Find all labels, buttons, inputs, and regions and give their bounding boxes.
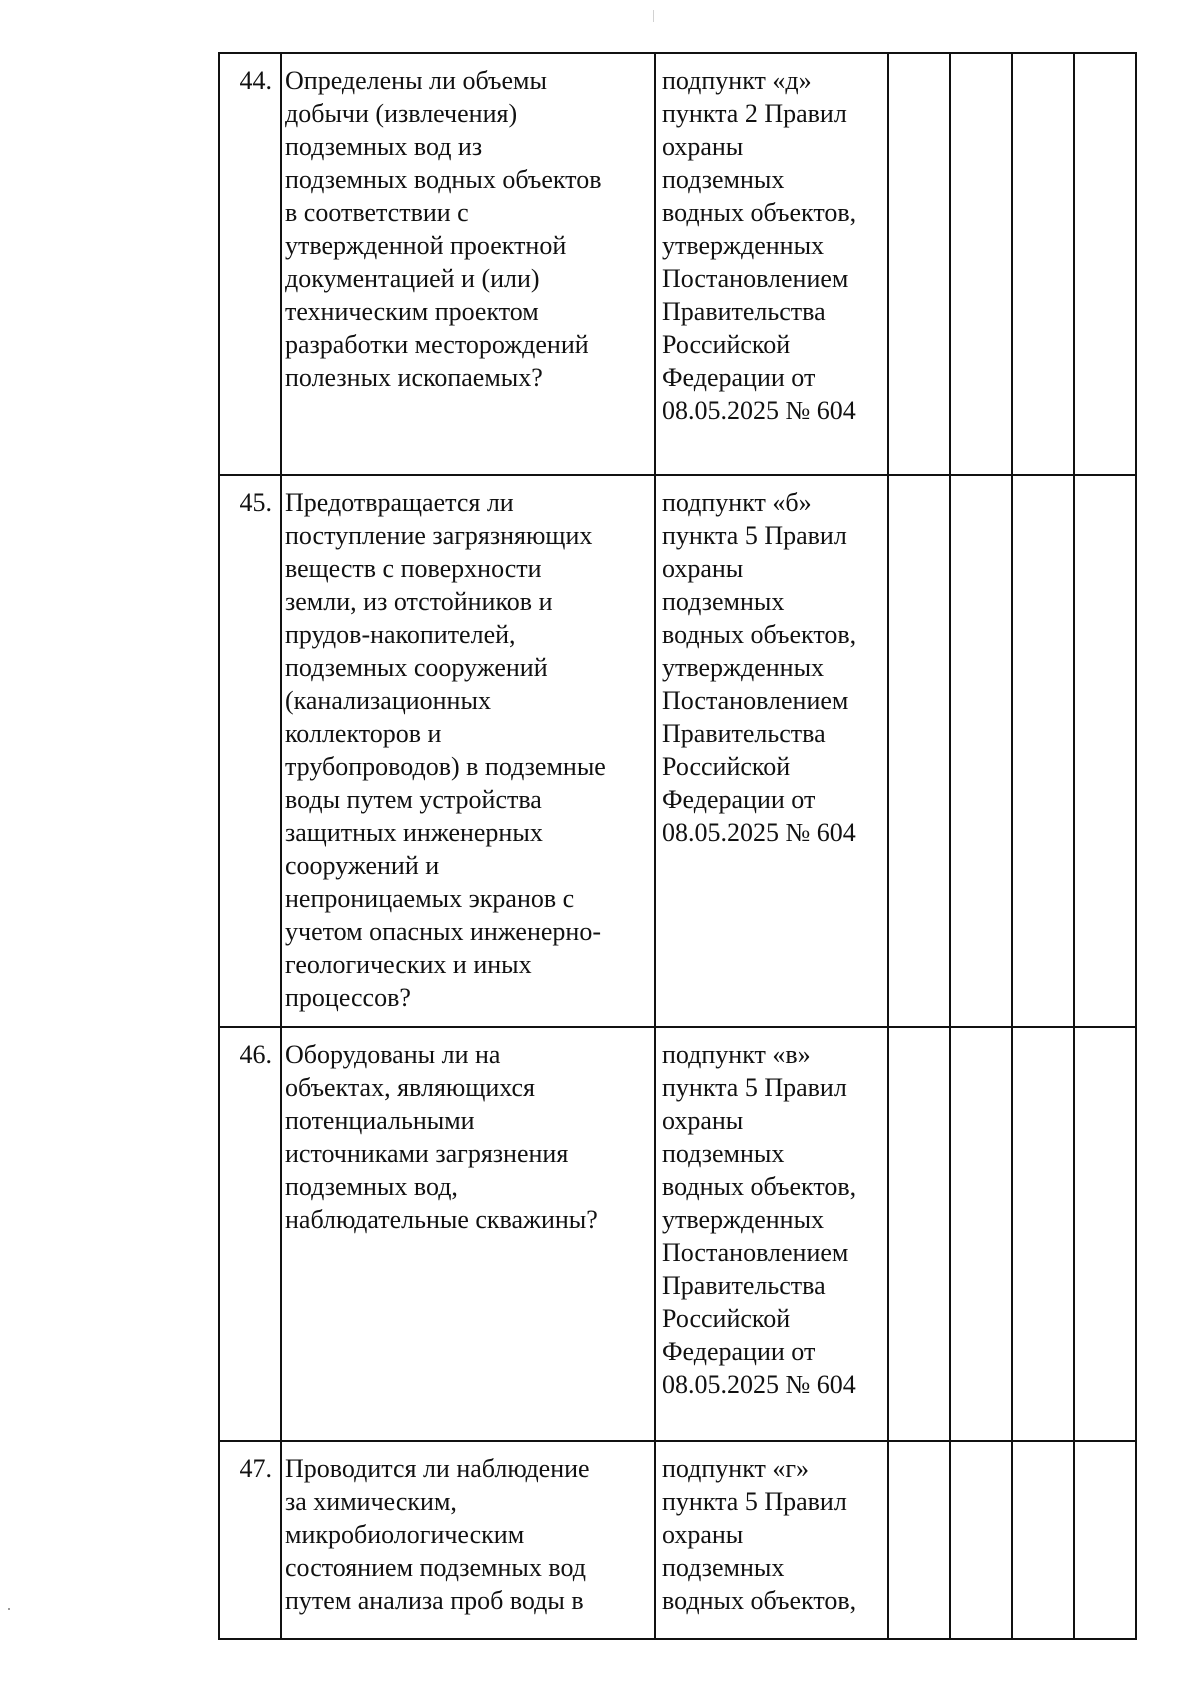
question-text: Предотвращается ли поступление загрязняющих веществ с поверхности земли, из отстойников и прудов-накопителей, подземных сооружений (канализационных коллекторов и трубопроводов) в подземные воды путем устройства защитных инженерных сооружений и непроницаемых экранов с учетом опасных инженерно- геологических и иных процессов? [285, 488, 606, 1012]
scan-dot [8, 1608, 10, 1610]
answer-cell-no [950, 1441, 1012, 1639]
legal-basis-cell [655, 1027, 888, 1441]
answer-cell-not-applicable [1012, 1027, 1074, 1441]
legal-basis-text: подпункт «в» пункта 5 Правил охраны подземных водных объектов, утвержденных Постановлением Правительства Российской Федерации от 08.05.2025 № 604 [662, 1040, 857, 1399]
notes-cell [1074, 475, 1136, 1027]
scan-mark [653, 10, 654, 22]
table-row [219, 1441, 1136, 1639]
checklist-table [218, 52, 1137, 1640]
table-row [219, 1027, 1136, 1441]
answer-cell-not-applicable [1012, 475, 1074, 1027]
answer-cell-not-applicable [1012, 1441, 1074, 1639]
row-number-text: 47. [239, 1454, 272, 1483]
question-text: Определены ли объемы добычи (извлечения) подземных вод из подземных водных объектов в соответствии с утвержденной проектной документацией и (или) техническим проектом разработки месторождений полезных ископаемых? [285, 66, 602, 392]
notes-cell [1074, 1027, 1136, 1441]
answer-cell-yes [888, 53, 950, 475]
legal-basis-cell [655, 53, 888, 475]
row-number-text: 44. [239, 66, 272, 95]
question-cell [281, 53, 655, 475]
row-number [219, 1441, 281, 1639]
answer-cell-no [950, 1027, 1012, 1441]
answer-cell-yes [888, 1027, 950, 1441]
row-number [219, 1027, 281, 1441]
table-row [219, 53, 1136, 475]
row-number-text: 45. [239, 488, 272, 517]
answer-cell-yes [888, 475, 950, 1027]
question-text: Оборудованы ли на объектах, являющихся потенциальными источниками загрязнения подземных вод, наблюдательные скважины? [285, 1040, 598, 1234]
question-text: Проводится ли наблюдение за химическим, микробиологическим состоянием подземных вод путем анализа проб воды в [285, 1454, 590, 1615]
row-number [219, 475, 281, 1027]
legal-basis-text: подпункт «д» пункта 2 Правил охраны подземных водных объектов, утвержденных Постановлением Правительства Российской Федерации от 08.05.2025 № 604 [662, 66, 857, 425]
answer-cell-no [950, 53, 1012, 475]
legal-basis-text: подпункт «б» пункта 5 Правил охраны подземных водных объектов, утвержденных Постановлением Правительства Российской Федерации от 08.05.2025 № 604 [662, 488, 857, 847]
question-cell [281, 475, 655, 1027]
table-row [219, 475, 1136, 1027]
row-number-text: 46. [239, 1040, 272, 1069]
answer-cell-not-applicable [1012, 53, 1074, 475]
notes-cell [1074, 53, 1136, 475]
row-number [219, 53, 281, 475]
answer-cell-yes [888, 1441, 950, 1639]
legal-basis-text: подпункт «г» пункта 5 Правил охраны подземных водных объектов, [662, 1454, 857, 1615]
question-cell [281, 1027, 655, 1441]
answer-cell-no [950, 475, 1012, 1027]
legal-basis-cell [655, 475, 888, 1027]
question-cell [281, 1441, 655, 1639]
legal-basis-cell [655, 1441, 888, 1639]
notes-cell [1074, 1441, 1136, 1639]
